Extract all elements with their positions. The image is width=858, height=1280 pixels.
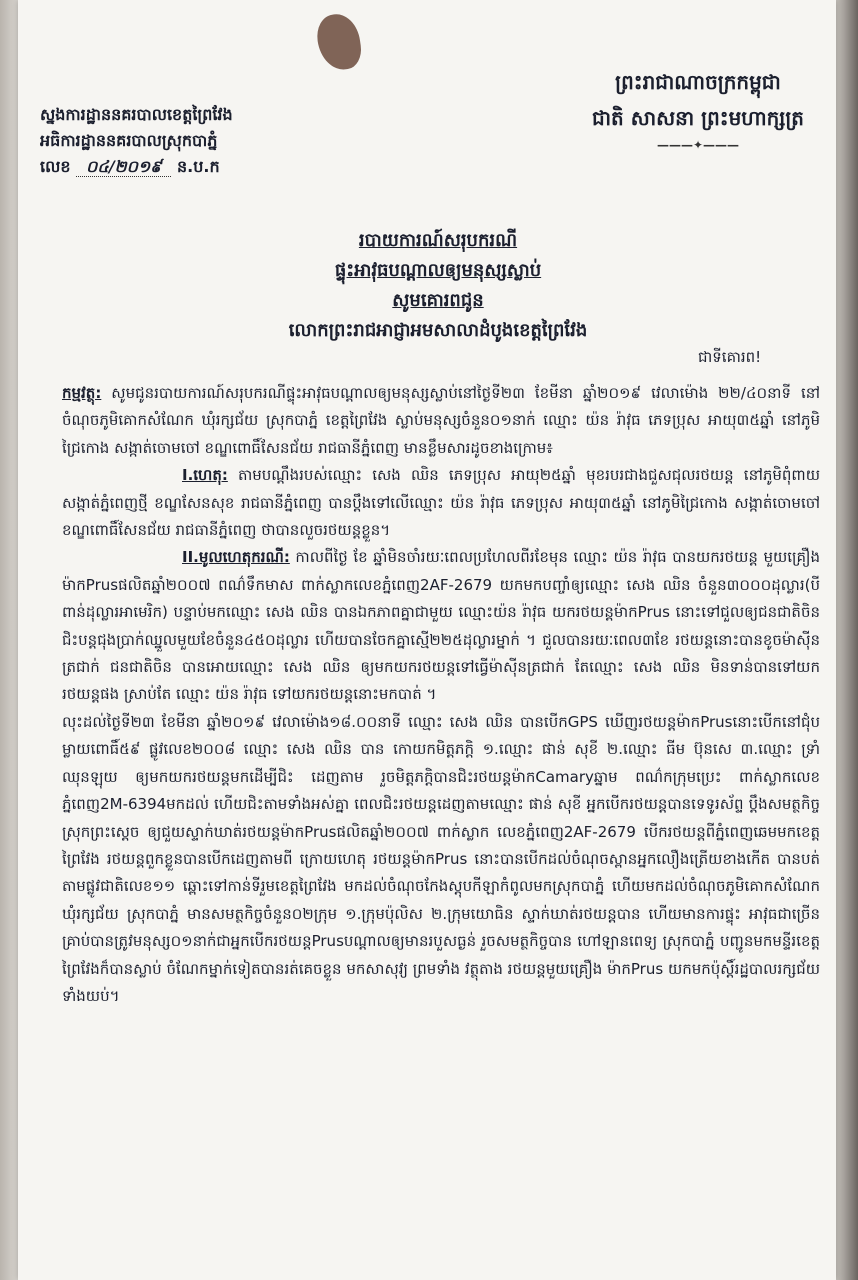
subject-label: កម្មវត្ថុ: bbox=[62, 384, 102, 402]
ornament-divider: ———✦——— bbox=[656, 138, 740, 152]
pursuit-text: លុះដល់ថ្ងៃទី២៣ ខែមីនា ឆ្នាំ២០១៩ វេលាម៉ោង១៨.០០នាទី ឈ្មោះ សេង ឈិន បានបើកGPS ឃើញរថយន្តម៉ាកPrusនោះបើកនៅជុំបម្លាយពោធិ៍៥៩ ផ្លូវលេខ២០០៨ ឈ្មោះ សេង ឈិន បាន កោយកមិត្តភក្តិ ១.ឈ្មោះ ផាន់ សុខី ២.ឈ្មោះ ធីម ប៊ុនសេ ៣.ឈ្មោះ ទ្រាំ ឈុនឡុយ ឲ្យមកយករថយន្តមកដើម្បីជិះ ដេញតាម រួចមិត្តភក្តិបានជិះរថយន្តម៉ាកCamaryឆ្នាម ពណ៌កក្រុមប្រេះ ពាក់ស្លាកលេខភ្នំពេញ2M-6394មកដល់ ហើយជិះតាមទាំងអស់គ្នា ពេលជិះរថយន្តដេញតាមឈ្មោះ ផាន់ សុខី អ្នកបើករថយន្តបានទេទូរស័ព្ទ ប្តឹងសមត្ថកិច្ច ស្រុកព្រះស្តេច ឲ្យជួយស្ទាក់ឃាត់រថយន្តម៉ាកPrusផលិតឆ្នាំ២០០៧ ពាក់ស្លាក លេខភ្នំពេញ2AF-2679 បើករថយន្តពីភ្នំពេញឆេមមកខេត្តព្រៃវែង រថយន្តពួកខ្លួនបានបើកដេញតាមពី ក្រោយហេតុ រថយន្តម៉ាកPrus នោះបានបើកដល់ចំណុចស្ពានអ្នកលឿងត្រើយខាងកើត បានបត់តាមផ្លូវជាតិលេខ១១ ឆ្ពោះទៅកាន់ទីរួមខេត្តព្រៃវែង មកដល់ចំណុចកែងស្តុបកីឡាកំពូលមកស្រុកបាភ្នំ ហើយមកដល់ចំណុចភូមិគោកសំណែក ឃុំរក្សជ័យ ស្រុកបាភ្នំ មានសមត្ថកិច្ចចំនួន០២ក្រុម ១.ក្រុមប៉ុលិស ២.ក្រុមយោធិន ស្ទាក់ឃាត់រថយន្តបាន ហើយមានការផ្ទុះ អាវុធជាច្រើន គ្រាប់បានត្រូវមនុស្ស០១នាក់ជាអ្នកបើករថយន្តPrusបណ្តាលឲ្យមានរបួសធ្ងន់ រួចសមត្ថកិច្ចបាន ហៅឡានពេទ្យ ស្រុកបាភ្នំ បញ្ជូនមកមន្ទីរខេត្តព្រៃវែងក៏បានស្លាប់ ចំណែកម្នាក់ទៀតបានរត់គេចខ្លួន មកសាសុវ្យ ព្រមទាំង វត្ថុតាង រថយន្តមួយគ្រឿង ម៉ាកPrus យកមកប៉ុស្តិ៍រដ្ឋបាលរក្សជ័យទាំងយប់។ bbox=[62, 712, 820, 1005]
section-cause-text: កាលពីថ្ងៃ ខែ ឆ្នាំមិនចាំរយៈពេលប្រហែលពីរខែមុន ឈ្មោះ យ៉ន រ៉ាវុធ បានយករថយន្ត មួយគ្រឿងម៉ាកPrusផលិតឆ្នាំ២០០៧ ពណ៌ទឹកមាស ពាក់ស្លាកលេខភ្នំពេញ2AF-2679 យកមកបញ្ចាំឲ្យឈ្មោះ សេង ឈិន ចំនួន៣០០០ដុល្លារ(បីពាន់ដុល្លារអាមេរិក) បន្ទាប់មកឈ្មោះ សេង ឈិន បានឯកភាពគ្នាជាមួយ ឈ្មោះយ៉ន រ៉ាវុធ យករថយន្តម៉ាកPrus នោះទៅជួលឲ្យជនជាតិចិន ជិះបន្តជុងប្រាក់ឈ្នួលមួយខែចំនួន៤៥០ដុល្លារ ហើយបានចែកគ្នាស្មើ២២៥ដុល្លារម្នាក់ ។ ជួលបានរយៈពេល៣ខែ រថយន្តនោះបានខូចម៉ាស៊ីនត្រជាក់ ជនជាតិចិន បានអោយឈ្មោះ សេង ឈិន ឲ្យមកយករថយន្តទៅធ្វើម៉ាស៊ីនត្រជាក់ តែឈ្មោះ សេង ឈិន មិនទាន់បានទៅយក រថយន្តផង ស្រាប់តែ ឈ្មោះ យ៉ន រ៉ាវុធ ទៅយករថយន្តនោះមកបាត់ ។ bbox=[62, 548, 820, 704]
subject-paragraph bbox=[62, 380, 820, 462]
ref-number: ០៤/២០១៩ bbox=[76, 157, 171, 177]
section-incident-text: តាមបណ្តឹងរបស់ឈ្មោះ សេង ឈិន ភេទប្រុស អាយុ២៥ឆ្នាំ មុខរបរជាងជួសជុលរថយន្ត នៅភូមិពុំពាយ សង្កាត់ភ្នំពេញថ្មី ខណ្ឌសែនសុខ រាជធានីភ្នំពេញ បានប្តឹងទៅលើឈ្មោះ យ៉ន រ៉ាវុធ ភេទប្រុស អាយុ៣៥ឆ្នាំ នៅភូមិជ្រៃកោង សង្កាត់ចោមចៅ ខណ្ឌពោធិ៍សែនជ័យ រាជធានីភ្នំពេញ ថាបានលួចរថយន្តខ្លួន។ bbox=[62, 466, 820, 540]
kingdom-header bbox=[553, 64, 843, 154]
subject-text: សូមជូនរបាយការណ៍សរុបករណីផ្ទុះអាវុធបណ្តាលឲ្យមនុស្សស្លាប់នៅថ្ងៃទី២៣ ខែមីនា ឆ្នាំ២០១៩ វេលាម៉ោង ២២/៤០នាទី នៅចំណុចភូមិគោកសំណែក ឃុំរក្សជ័យ ស្រុកបាភ្នំ ខេត្តព្រៃវែង ស្លាប់មនុស្សចំនួន០១នាក់ ឈ្មោះ យ៉ន រ៉ាវុធ ភេទប្រុស អាយុ៣៥ឆ្នាំ នៅភូមិជ្រៃកោង សង្កាត់ចោមចៅ ខណ្ឌពោធិ៍សែនជ័យ រាជធានីភ្នំពេញ មានខ្លឹមសារដូចខាងក្រោម៖ bbox=[62, 384, 820, 457]
section-incident-label: I.ហេតុ: bbox=[182, 466, 228, 485]
report-title: របាយការណ៍សរុបករណី bbox=[358, 230, 518, 251]
pursuit-paragraph bbox=[62, 709, 820, 1010]
document-page bbox=[18, 0, 836, 1280]
section-cause-label: II.មូលហេតុករណី: bbox=[182, 548, 290, 567]
photo-backdrop-right bbox=[836, 0, 858, 1280]
issuing-office-block bbox=[40, 102, 340, 180]
report-subtitle: ផ្ទុះអាវុធបណ្តាលឲ្យមនុស្សស្លាប់ bbox=[334, 260, 542, 281]
ref-prefix: លេខ bbox=[40, 157, 71, 176]
district-police-name: អធិការដ្ឋាននគរបាលស្រុកបាភ្នំ bbox=[40, 131, 218, 150]
section-incident bbox=[62, 462, 820, 544]
kingdom-name: ព្រះរាជាណាចក្រកម្ពុជា bbox=[615, 70, 781, 94]
addressee-salutation: សូមគោរពជូន bbox=[392, 290, 484, 311]
reference-line bbox=[40, 154, 340, 180]
report-title-block bbox=[138, 226, 738, 346]
national-motto: ជាតិ សាសនា ព្រះមហាក្សត្រ bbox=[592, 106, 804, 130]
provincial-police-name: ស្នងការដ្ឋាននគរបាលខេត្តព្រៃវែង bbox=[40, 105, 233, 124]
report-body bbox=[62, 380, 820, 1010]
section-cause bbox=[62, 544, 820, 708]
ref-suffix: ន.ប.ក bbox=[177, 157, 220, 176]
greeting: ជាទីគោរព! bbox=[698, 348, 762, 366]
ink-stain bbox=[314, 11, 363, 72]
addressee-name: លោកព្រះរាជអាជ្ញាអមសាលាដំបូងខេត្តព្រៃវែង bbox=[288, 320, 588, 341]
